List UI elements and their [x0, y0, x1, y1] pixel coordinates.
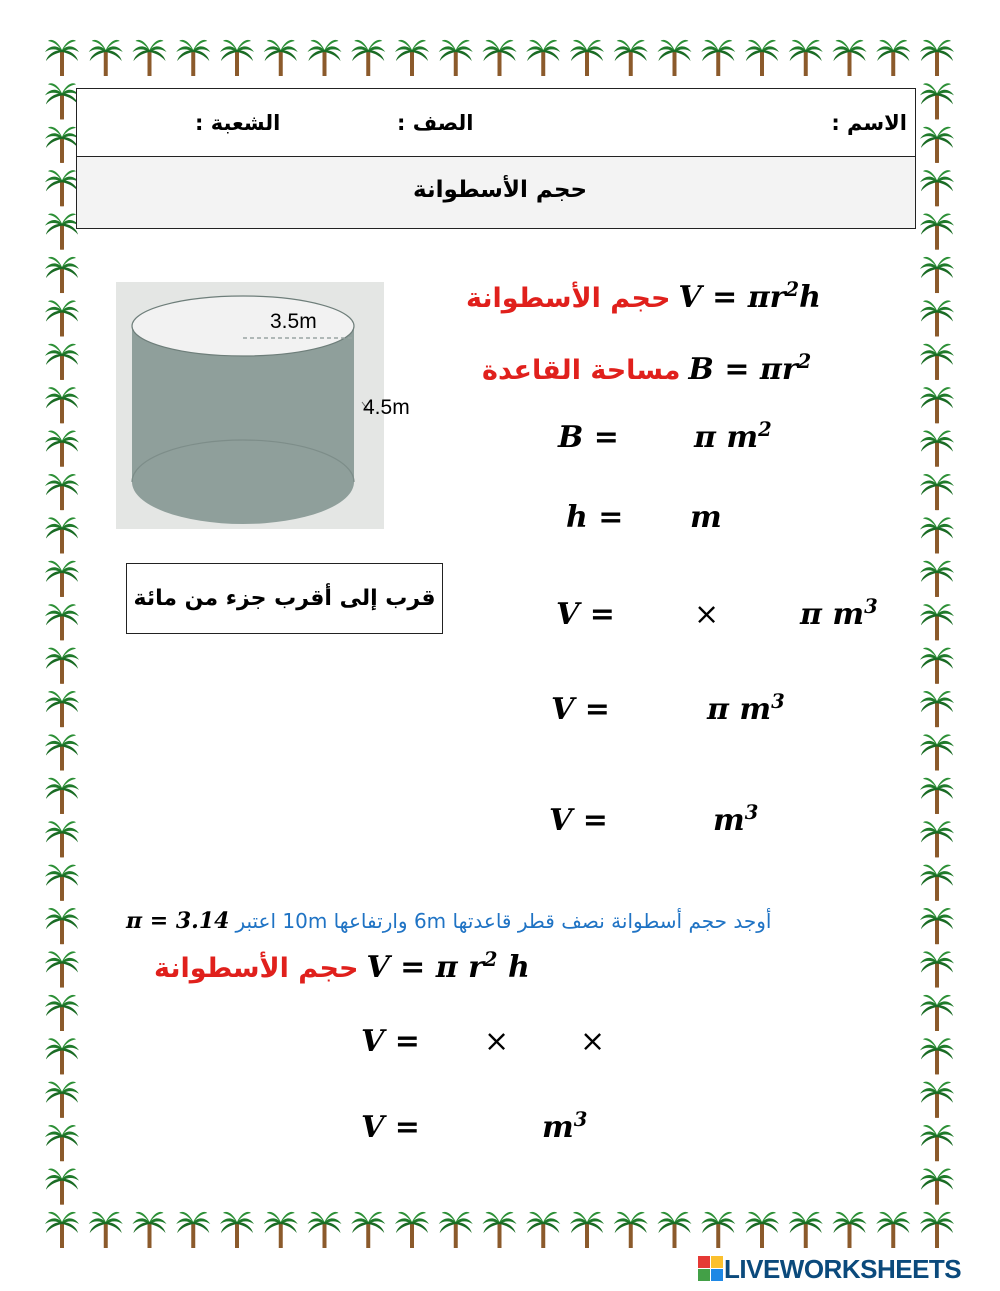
palm-tree-icon [701, 1212, 735, 1248]
volume-formula-line [466, 280, 821, 315]
height-label: 4.5m [363, 396, 410, 419]
palm-tree-icon [308, 40, 342, 76]
h-rhs: m [690, 500, 722, 535]
palm-tree-icon [45, 40, 79, 76]
palm-tree-icon [920, 778, 954, 814]
palm-tree-icon [45, 604, 79, 640]
v1-lhs: V = [556, 597, 615, 632]
palm-tree-icon [920, 995, 954, 1031]
palm-tree-icon [45, 431, 79, 467]
palm-tree-icon [395, 40, 429, 76]
palm-tree-icon [45, 170, 79, 206]
palm-tree-icon [789, 1212, 823, 1248]
liveworksheets-logo [698, 1255, 961, 1283]
p2-l2-rhs: $m^3$ [542, 1108, 588, 1145]
palm-tree-icon [483, 1212, 517, 1248]
class-label: الصف : [397, 111, 474, 135]
palm-tree-icon [45, 344, 79, 380]
base-label: مساحة القاعدة [482, 355, 681, 386]
problem2-volume-label: حجم الأسطوانة [154, 953, 359, 984]
palm-tree-icon [920, 1125, 954, 1161]
palm-tree-icon [745, 40, 779, 76]
palm-tree-icon [45, 778, 79, 814]
pi-value: π = 3.14 [126, 908, 230, 934]
h-lhs: h = [566, 500, 624, 535]
v3-rhs: $m^3$ [713, 801, 759, 838]
palm-tree-icon [264, 1212, 298, 1248]
palm-tree-icon [876, 40, 910, 76]
palm-tree-icon [45, 257, 79, 293]
palm-tree-icon [89, 40, 123, 76]
radius-label: 3.5m [270, 310, 317, 333]
name-label: الاسم : [831, 111, 907, 135]
p2-l1-times-b: × [580, 1024, 606, 1059]
title-row [77, 157, 915, 228]
palm-tree-icon [176, 1212, 210, 1248]
palm-tree-icon [920, 387, 954, 423]
v1-times: × [694, 597, 720, 632]
palm-tree-icon [220, 1212, 254, 1248]
palm-tree-icon [920, 83, 954, 119]
palm-tree-icon [920, 300, 954, 336]
palm-tree-icon [920, 1082, 954, 1118]
palm-tree-icon [920, 431, 954, 467]
palm-tree-icon [264, 40, 298, 76]
palm-tree-icon [45, 83, 79, 119]
palm-tree-icon [920, 474, 954, 510]
problem2-formula-line [154, 950, 530, 985]
palm-tree-icon [45, 561, 79, 597]
palm-tree-icon [176, 40, 210, 76]
palm-tree-icon [45, 1168, 79, 1204]
rounding-note-box [126, 563, 443, 634]
palm-tree-icon [45, 1038, 79, 1074]
v2-lhs: V = [551, 692, 610, 727]
palm-tree-icon [45, 1212, 79, 1248]
palm-tree-icon [45, 517, 79, 553]
palm-tree-icon [920, 734, 954, 770]
volume-label: حجم الأسطوانة [466, 283, 671, 314]
b-rhs: π $m^2$ [694, 418, 772, 455]
palm-tree-icon [351, 1212, 385, 1248]
page-title: حجم الأسطوانة [413, 177, 588, 203]
palm-tree-icon [308, 1212, 342, 1248]
palm-tree-icon [833, 40, 867, 76]
palm-tree-icon [570, 40, 604, 76]
palm-tree-icon [45, 821, 79, 857]
palm-tree-icon [439, 40, 473, 76]
palm-tree-icon [920, 257, 954, 293]
palm-tree-icon [45, 995, 79, 1031]
palm-tree-icon [614, 1212, 648, 1248]
palm-tree-icon [220, 40, 254, 76]
p2-l1-times-a: × [484, 1024, 510, 1059]
palm-tree-icon [745, 1212, 779, 1248]
palm-tree-icon [920, 951, 954, 987]
base-formula: $B = \pi r^2$ [688, 350, 812, 387]
palm-tree-icon [526, 40, 560, 76]
palm-tree-icon [920, 908, 954, 944]
palm-tree-icon [483, 40, 517, 76]
section-label: الشعبة : [195, 111, 281, 135]
student-info-box [76, 88, 916, 229]
volume-formula: $V = \pi r^2h$ [678, 278, 821, 315]
palm-tree-icon [920, 344, 954, 380]
b-lhs: B = [558, 420, 619, 455]
palm-tree-icon [920, 127, 954, 163]
logo-blocks-icon [698, 1256, 724, 1282]
cylinder-drawing [116, 282, 384, 529]
problem2-question: أوجد حجم أسطوانة نصف قطر قاعدتها 6m وارتفاعها 10m اعتبر [235, 909, 772, 933]
palm-tree-icon [920, 1038, 954, 1074]
palm-tree-icon [45, 648, 79, 684]
palm-tree-icon [45, 474, 79, 510]
palm-tree-icon [526, 1212, 560, 1248]
problem2-question-line [126, 908, 771, 934]
palm-tree-icon [920, 648, 954, 684]
palm-tree-icon [351, 40, 385, 76]
palm-tree-icon [45, 734, 79, 770]
palm-tree-icon [45, 387, 79, 423]
palm-tree-icon [920, 214, 954, 250]
palm-tree-icon [133, 1212, 167, 1248]
palm-tree-icon [395, 1212, 429, 1248]
p2-l2-lhs: V = [361, 1110, 420, 1145]
cylinder-figure [116, 282, 410, 529]
palm-tree-icon [701, 40, 735, 76]
palm-tree-icon [45, 1125, 79, 1161]
palm-tree-icon [920, 561, 954, 597]
palm-tree-icon [45, 300, 79, 336]
palm-tree-icon [45, 214, 79, 250]
palm-tree-icon [833, 1212, 867, 1248]
v1-rhs: π $m^3$ [800, 595, 878, 632]
base-formula-line [482, 352, 811, 387]
palm-tree-icon [920, 40, 954, 76]
palm-tree-icon [920, 865, 954, 901]
palm-tree-icon [920, 517, 954, 553]
palm-tree-icon [658, 1212, 692, 1248]
v2-rhs: π $m^3$ [707, 690, 785, 727]
palm-tree-icon [45, 127, 79, 163]
palm-tree-icon [920, 821, 954, 857]
v3-lhs: V = [549, 803, 608, 838]
palm-tree-icon [920, 691, 954, 727]
problem2-formula: V = π $r^2$ h [366, 948, 530, 985]
palm-tree-icon [920, 604, 954, 640]
palm-tree-icon [45, 691, 79, 727]
palm-tree-icon [920, 1212, 954, 1248]
palm-tree-icon [45, 1082, 79, 1118]
palm-tree-icon [89, 1212, 123, 1248]
palm-tree-icon [920, 1168, 954, 1204]
palm-tree-icon [920, 170, 954, 206]
palm-tree-icon [570, 1212, 604, 1248]
palm-tree-icon [658, 40, 692, 76]
palm-tree-icon [45, 908, 79, 944]
rounding-note: قرب إلى أقرب جزء من مائة [133, 586, 436, 611]
logo-text: LIVEWORKSHEETS [724, 1253, 962, 1284]
palm-tree-icon [789, 40, 823, 76]
palm-tree-icon [439, 1212, 473, 1248]
palm-tree-icon [45, 865, 79, 901]
palm-tree-icon [614, 40, 648, 76]
palm-tree-icon [133, 40, 167, 76]
p2-l1-lhs: V = [361, 1024, 420, 1059]
student-info-row [77, 89, 915, 157]
palm-tree-icon [45, 951, 79, 987]
palm-tree-icon [876, 1212, 910, 1248]
